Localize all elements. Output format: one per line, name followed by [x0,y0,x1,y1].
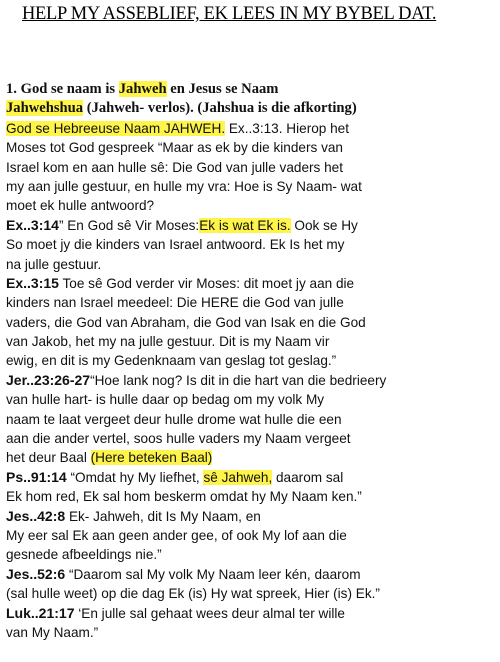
text-line [6,80,496,99]
verse-reference: Ps..91:14 [6,468,67,485]
text-segment: ” En God sê Vir Moses: [58,217,200,233]
text-segment: kinders nan Israel meedeel: Die HERE die God van julle [6,295,344,311]
text-line [6,332,496,351]
text-segment: van hulle hart- is hulle daar op bedag om my volk My [6,392,325,408]
highlighted-text: sê Jahweh, [203,469,273,485]
text-line [6,468,496,487]
text-segment: Ek- Jahweh, dit Is My Naam, en [65,508,261,524]
text-line [6,371,496,390]
text-segment: my aan julle gestuur, en hulle my vra: Hoe is Sy Naam- wat [6,178,362,194]
text-segment: Ex..3:13. Hierop het [225,120,350,136]
text-segment: So moet jy die kinders van Israel antwoord. Ek Is het my [6,237,345,253]
text-line [6,604,496,623]
text-line [6,216,496,235]
text-line [6,410,496,429]
text-segment: en Jesus se Naam [166,81,279,97]
text-line [6,274,496,293]
text-line [6,293,496,312]
text-line [6,196,496,215]
text-segment: van Jakob, het my na julle gestuur. Dit is my Naam vir [6,334,330,350]
text-line [6,429,496,448]
text-line [6,487,496,506]
verse-reference: Ex..3:15 [6,274,59,291]
verse-reference: Luk..21:17 [6,604,75,621]
text-line [6,138,496,157]
verse-reference: Ex..3:14 [6,216,59,233]
text-segment: Israel kom en aan hulle sê: Die God van julle vaders het [6,159,344,175]
text-line [6,507,496,526]
highlighted-text: Ek is wat Ek is. [199,217,291,233]
verse-reference: Jer..23:26-27 [6,371,91,388]
text-line [6,545,496,564]
text-segment: ewig, en dit is my Gedenknaam van geslag tot geslag.” [6,353,337,369]
text-segment: My eer sal Ek aan geen ander gee, of ook My lof aan die [6,527,347,543]
text-segment: van My Naam.” [6,624,99,640]
text-segment: Moses tot God gespreek “Maar as ek by die kinders van [6,140,343,156]
text-segment: Ek hom red, Ek sal hom beskerm omdat hy My Naam ken.” [6,489,362,505]
text-line [6,584,496,603]
text-segment: vaders, die God van Abraham, die God van Isak en die God [6,314,366,330]
text-segment: moet ek hulle antwoord? [6,198,155,214]
highlighted-text: (Here beteken Baal) [90,450,213,466]
text-line [6,526,496,545]
document-body [6,80,496,642]
text-segment: naam te laat vergeet deur hulle drome wat hulle die een [6,411,342,427]
text-segment: aan die ander vertel, soos hulle vaders my Naam vergeet [6,431,351,447]
text-segment: het deur Baal [6,450,91,466]
text-segment: gesnede afbeeldings nie.” [6,547,162,563]
text-segment: “Omdat hy My liefhet, [66,469,204,485]
text-line [6,119,496,138]
text-line [6,158,496,177]
text-line [6,448,496,467]
text-segment: na julle gestuur. [6,256,102,272]
text-segment: Toe sê God verder vir Moses: dit moet jy aan die [58,275,355,291]
text-line [6,255,496,274]
text-line [6,177,496,196]
text-line [6,390,496,409]
text-line [6,623,496,642]
verse-reference: Jes..42:8 [6,507,66,524]
text-segment: (Jahweh- verlos). (Jahshua is die afkorting) [83,100,357,117]
text-line [6,99,496,118]
text-segment: “Daarom sal My volk My Naam leer kén, daarom [65,566,361,582]
verse-reference: Jes..52:6 [6,565,66,582]
highlighted-text: Jahwehshua [6,100,84,117]
text-line [6,351,496,370]
text-line [6,565,496,584]
text-line [6,235,496,254]
text-segment: daarom sal [272,469,344,485]
text-segment: ‘En julle sal gehaat wees deur almal ter wille [74,605,345,621]
text-segment: (sal hulle weet) op die dag Ek (is) Hy wat spreek, Hier (is) Ek.” [6,586,380,602]
highlighted-text: God se Hebreeuse Naam JAHWEH. [6,120,226,136]
text-segment: “Hoe lank nog? Is dit in die hart van die bedrieery [90,372,387,388]
page-title: HELP MY ASSEBLIEF, EK LEES IN MY BYBEL DAT. [22,4,437,24]
text-segment: 1. God se naam is [6,81,119,97]
text-segment: Ook se Hy [290,217,358,233]
text-line [6,313,496,332]
highlighted-text: Jahweh [118,81,167,97]
